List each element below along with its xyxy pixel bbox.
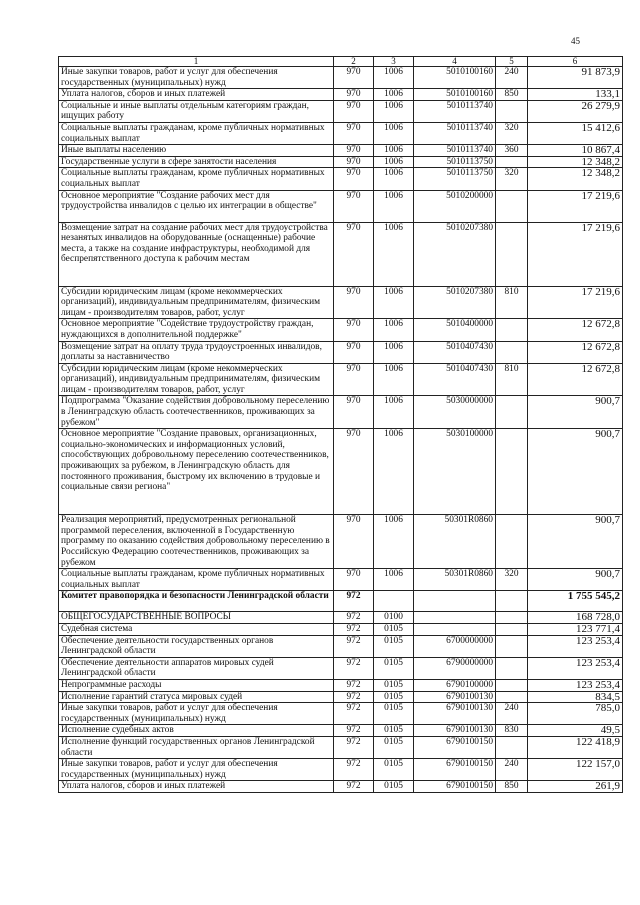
cell-section: 1006 (374, 429, 414, 515)
cell-section: 0105 (374, 781, 414, 793)
cell-description: Основное мероприятие "Содействие трудоустройству граждан, нуждающихся в дополнительной поддержке" (59, 319, 334, 341)
cell-expense-type: 810 (496, 286, 528, 319)
cell-amount: 12 672,8 (528, 341, 623, 363)
cell-expense-type (496, 156, 528, 168)
cell-expense-type: 320 (496, 168, 528, 190)
cell-ministry: 970 (334, 396, 374, 429)
cell-section: 1006 (374, 319, 414, 341)
cell-target-code: 6790100000 (414, 679, 496, 691)
cell-amount: 123 253,4 (528, 657, 623, 679)
table-row (59, 222, 623, 286)
table-row (59, 145, 623, 157)
cell-expense-type (496, 429, 528, 515)
cell-ministry: 970 (334, 190, 374, 222)
cell-description: Уплата налогов, сборов и иных платежей (59, 89, 334, 101)
cell-section: 0105 (374, 691, 414, 703)
cell-amount: 12 348,2 (528, 156, 623, 168)
cell-target-code: 50301R0860 (414, 569, 496, 591)
cell-section: 1006 (374, 222, 414, 286)
cell-section: 1006 (374, 341, 414, 363)
cell-amount: 12 348,2 (528, 168, 623, 190)
cell-ministry: 970 (334, 222, 374, 286)
cell-section: 0100 (374, 612, 414, 624)
cell-description: Уплата налогов, сборов и иных платежей (59, 781, 334, 793)
header-col-1: 1 (59, 57, 334, 67)
cell-expense-type (496, 591, 528, 612)
cell-expense-type: 240 (496, 703, 528, 725)
cell-section: 1006 (374, 89, 414, 101)
cell-description: Возмещение затрат на оплату труда трудоустроенных инвалидов, доплаты за наставничество (59, 341, 334, 363)
cell-description: Реализация мероприятий, предусмотренных региональной программой переселения, включенной в Государственную программу по оказанию содействия добровольному переселению в Российскую Федерацию соотечественников, проживающих за рубежом (59, 515, 334, 569)
cell-target-code: 6790100150 (414, 781, 496, 793)
cell-expense-type (496, 100, 528, 122)
table-row (59, 319, 623, 341)
table-row (59, 781, 623, 793)
header-col-4: 4 (414, 57, 496, 67)
cell-ministry: 970 (334, 100, 374, 122)
cell-target-code: 5010207380 (414, 286, 496, 319)
cell-target-code (414, 591, 496, 612)
cell-expense-type (496, 222, 528, 286)
table-row (59, 635, 623, 657)
cell-amount: 17 219,6 (528, 286, 623, 319)
cell-expense-type (496, 515, 528, 569)
table-row (59, 89, 623, 101)
cell-target-code: 5010400000 (414, 319, 496, 341)
table-row (59, 679, 623, 691)
cell-amount: 12 672,8 (528, 363, 623, 396)
cell-section: 1006 (374, 122, 414, 144)
cell-description: Подпрограмма "Оказание содействия добровольному переселению в Ленинградскую область соотечественников, проживающих за рубежом" (59, 396, 334, 429)
cell-target-code: 6700000000 (414, 635, 496, 657)
cell-section: 1006 (374, 100, 414, 122)
cell-section: 1006 (374, 363, 414, 396)
cell-section: 1006 (374, 190, 414, 222)
cell-target-code: 5010100160 (414, 89, 496, 101)
table-row (59, 591, 623, 612)
cell-ministry: 970 (334, 89, 374, 101)
cell-amount: 834,5 (528, 691, 623, 703)
cell-ministry: 972 (334, 691, 374, 703)
cell-description: Социальные выплаты гражданам, кроме публичных нормативных социальных выплат (59, 168, 334, 190)
cell-description: Иные закупки товаров, работ и услуг для обеспечения государственных (муниципальных) нужд (59, 67, 334, 89)
cell-ministry: 970 (334, 319, 374, 341)
cell-description: Основное мероприятие "Создание рабочих мест для трудоустройства инвалидов с целью их интеграции в обществе" (59, 190, 334, 222)
cell-amount: 1 755 545,2 (528, 591, 623, 612)
cell-target-code: 6790100150 (414, 736, 496, 758)
cell-target-code: 5010200000 (414, 190, 496, 222)
cell-ministry: 970 (334, 286, 374, 319)
cell-amount: 900,7 (528, 396, 623, 429)
cell-ministry: 970 (334, 515, 374, 569)
cell-expense-type (496, 190, 528, 222)
table-header (59, 57, 623, 67)
cell-target-code: 5010100160 (414, 67, 496, 89)
cell-expense-type: 850 (496, 781, 528, 793)
table-row (59, 341, 623, 363)
cell-amount: 261,9 (528, 781, 623, 793)
cell-target-code: 5010113750 (414, 168, 496, 190)
cell-ministry: 970 (334, 341, 374, 363)
table-row (59, 759, 623, 781)
cell-description: Иные выплаты населению (59, 145, 334, 157)
cell-description: Основное мероприятие "Создание правовых, организационных, социально-экономических и информационных условий, способствующих добровольному переселению соотечественников, проживающих за рубежом, в Ленинградскую область для постоянного проживания, быстрому их включению в трудовые и социальные связи региона" (59, 429, 334, 515)
cell-target-code: 6790100150 (414, 759, 496, 781)
cell-amount: 122 418,9 (528, 736, 623, 758)
cell-amount: 26 279,9 (528, 100, 623, 122)
cell-target-code: 6790100130 (414, 691, 496, 703)
cell-expense-type: 360 (496, 145, 528, 157)
cell-description: Иные закупки товаров, работ и услуг для обеспечения государственных (муниципальных) нужд (59, 703, 334, 725)
cell-amount: 91 873,9 (528, 67, 623, 89)
cell-section: 0105 (374, 725, 414, 737)
cell-section: 1006 (374, 168, 414, 190)
cell-ministry: 972 (334, 781, 374, 793)
cell-description: Обеспечение деятельности государственных органов Ленинградской области (59, 635, 334, 657)
cell-description: Иные закупки товаров, работ и услуг для обеспечения государственных (муниципальных) нужд (59, 759, 334, 781)
cell-expense-type (496, 612, 528, 624)
cell-description: Субсидии юридическим лицам (кроме некоммерческих организаций), индивидуальным предпринимателям, физическим лицам - производителям товаров, работ, услуг (59, 286, 334, 319)
table-row (59, 569, 623, 591)
cell-expense-type: 320 (496, 569, 528, 591)
cell-description: Непрограммные расходы (59, 679, 334, 691)
cell-ministry: 972 (334, 679, 374, 691)
cell-section: 0105 (374, 679, 414, 691)
cell-target-code: 5010113740 (414, 100, 496, 122)
cell-target-code: 5010407430 (414, 341, 496, 363)
cell-amount: 17 219,6 (528, 190, 623, 222)
table-row (59, 691, 623, 703)
cell-section: 0105 (374, 624, 414, 636)
cell-expense-type: 850 (496, 89, 528, 101)
cell-expense-type (496, 624, 528, 636)
table-row (59, 612, 623, 624)
cell-amount: 15 412,6 (528, 122, 623, 144)
cell-description: ОБЩЕГОСУДАРСТВЕННЫЕ ВОПРОСЫ (59, 612, 334, 624)
cell-amount: 17 219,6 (528, 222, 623, 286)
cell-expense-type (496, 635, 528, 657)
cell-section: 1006 (374, 569, 414, 591)
cell-ministry: 972 (334, 612, 374, 624)
cell-section: 1006 (374, 67, 414, 89)
cell-description: Возмещение затрат на создание рабочих мест для трудоустройства незанятых инвалидов на оборудованные (оснащенные) рабочие места, а также на создание инфраструктуры, необходимой для беспрепятственного доступа к рабочим местам (59, 222, 334, 286)
table-row (59, 725, 623, 737)
table-row (59, 286, 623, 319)
cell-ministry: 972 (334, 736, 374, 758)
cell-amount: 123 253,4 (528, 679, 623, 691)
cell-ministry: 970 (334, 122, 374, 144)
budget-table (58, 56, 623, 793)
cell-amount: 900,7 (528, 515, 623, 569)
cell-target-code (414, 624, 496, 636)
cell-expense-type: 320 (496, 122, 528, 144)
cell-description: Комитет правопорядка и безопасности Ленинградской области (59, 591, 334, 612)
cell-section: 1006 (374, 156, 414, 168)
cell-amount: 168 728,0 (528, 612, 623, 624)
cell-section: 0105 (374, 736, 414, 758)
cell-ministry: 970 (334, 145, 374, 157)
cell-section: 0105 (374, 635, 414, 657)
cell-target-code: 50301R0860 (414, 515, 496, 569)
cell-expense-type (496, 736, 528, 758)
cell-amount: 123 771,4 (528, 624, 623, 636)
cell-amount: 133,1 (528, 89, 623, 101)
cell-amount: 785,0 (528, 703, 623, 725)
cell-ministry: 970 (334, 156, 374, 168)
cell-ministry: 970 (334, 569, 374, 591)
table-row (59, 190, 623, 222)
cell-ministry: 970 (334, 429, 374, 515)
cell-expense-type: 240 (496, 759, 528, 781)
cell-expense-type: 830 (496, 725, 528, 737)
cell-amount: 122 157,0 (528, 759, 623, 781)
table-row (59, 100, 623, 122)
cell-ministry: 970 (334, 67, 374, 89)
cell-target-code: 5010407430 (414, 363, 496, 396)
table-row (59, 122, 623, 144)
cell-description: Судебная система (59, 624, 334, 636)
cell-expense-type (496, 396, 528, 429)
cell-target-code (414, 612, 496, 624)
cell-description: Социальные и иные выплаты отдельным категориям граждан, ищущих работу (59, 100, 334, 122)
cell-description: Обеспечение деятельности аппаратов мировых судей Ленинградской области (59, 657, 334, 679)
cell-target-code: 6790100130 (414, 703, 496, 725)
cell-ministry: 972 (334, 703, 374, 725)
table-row (59, 429, 623, 515)
table-row (59, 168, 623, 190)
cell-amount: 900,7 (528, 429, 623, 515)
cell-section: 0105 (374, 703, 414, 725)
table-row (59, 67, 623, 89)
cell-description: Исполнение функций государственных органов Ленинградской области (59, 736, 334, 758)
header-col-5: 5 (496, 57, 528, 67)
cell-target-code: 6790100130 (414, 725, 496, 737)
table-body (59, 67, 623, 793)
cell-expense-type: 240 (496, 67, 528, 89)
table-row (59, 363, 623, 396)
cell-expense-type (496, 691, 528, 703)
cell-target-code: 5030100000 (414, 429, 496, 515)
header-col-6: 6 (528, 57, 623, 67)
cell-amount: 900,7 (528, 569, 623, 591)
cell-ministry: 972 (334, 635, 374, 657)
table-row (59, 624, 623, 636)
cell-section: 1006 (374, 145, 414, 157)
cell-expense-type (496, 657, 528, 679)
cell-expense-type (496, 319, 528, 341)
cell-target-code: 5010113740 (414, 145, 496, 157)
cell-section: 1006 (374, 396, 414, 429)
cell-description: Социальные выплаты гражданам, кроме публичных нормативных социальных выплат (59, 122, 334, 144)
cell-section (374, 591, 414, 612)
cell-ministry: 972 (334, 624, 374, 636)
cell-ministry: 972 (334, 591, 374, 612)
cell-target-code: 5010207380 (414, 222, 496, 286)
cell-target-code: 6790000000 (414, 657, 496, 679)
cell-expense-type (496, 679, 528, 691)
table-row (59, 156, 623, 168)
cell-description: Исполнение судебных актов (59, 725, 334, 737)
cell-description: Государственные услуги в сфере занятости населения (59, 156, 334, 168)
cell-expense-type: 810 (496, 363, 528, 396)
cell-amount: 49,5 (528, 725, 623, 737)
cell-section: 0105 (374, 657, 414, 679)
table-row (59, 657, 623, 679)
cell-ministry: 970 (334, 168, 374, 190)
cell-target-code: 5010113750 (414, 156, 496, 168)
cell-description: Социальные выплаты гражданам, кроме публичных нормативных социальных выплат (59, 569, 334, 591)
cell-description: Субсидии юридическим лицам (кроме некоммерческих организаций), индивидуальным предпринимателям, физическим лицам - производителям товаров, работ, услуг (59, 363, 334, 396)
cell-expense-type (496, 341, 528, 363)
cell-amount: 10 867,4 (528, 145, 623, 157)
cell-section: 1006 (374, 515, 414, 569)
cell-ministry: 972 (334, 725, 374, 737)
page-number: 45 (571, 36, 580, 46)
header-col-3: 3 (374, 57, 414, 67)
cell-description: Исполнение гарантий статуса мировых судей (59, 691, 334, 703)
table-row (59, 515, 623, 569)
table-row (59, 736, 623, 758)
cell-ministry: 970 (334, 363, 374, 396)
table-row (59, 703, 623, 725)
cell-target-code: 5010113740 (414, 122, 496, 144)
cell-amount: 123 253,4 (528, 635, 623, 657)
cell-section: 1006 (374, 286, 414, 319)
cell-amount: 12 672,8 (528, 319, 623, 341)
cell-target-code: 5030000000 (414, 396, 496, 429)
table-row (59, 396, 623, 429)
header-col-2: 2 (334, 57, 374, 67)
cell-ministry: 972 (334, 657, 374, 679)
cell-ministry: 972 (334, 759, 374, 781)
cell-section: 0105 (374, 759, 414, 781)
